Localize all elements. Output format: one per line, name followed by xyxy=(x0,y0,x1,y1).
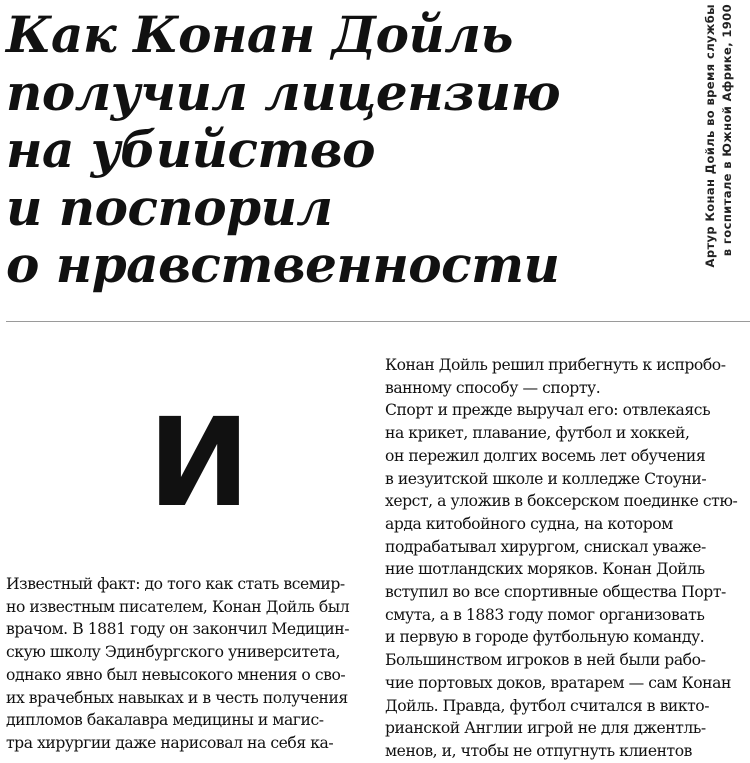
text-line: вступил во все спортивные общества Порт- xyxy=(385,583,726,602)
title-line: получил лицензию xyxy=(6,62,561,122)
text-line: дипломов бакалавра медицины и магис- xyxy=(6,711,324,730)
text-line: Конан Дойль решил прибегнуть к испробо- xyxy=(385,356,726,374)
text-line: ние шотландских моряков. Конан Дойль xyxy=(385,560,705,579)
right-column xyxy=(385,354,748,763)
title-line: и поспорил xyxy=(6,177,333,237)
left-column xyxy=(6,573,366,755)
caption-line: в госпитале в Южной Африке, 1900 xyxy=(720,4,734,257)
text-line: тра хирургии даже нарисовал на себя ка- xyxy=(6,733,334,752)
header-divider xyxy=(6,321,750,322)
text-line: арда китобойного судна, на котором xyxy=(385,514,673,533)
text-line: Известный факт: до того как стать всемир- xyxy=(6,575,345,593)
title-line: Как Конан Дойль xyxy=(6,5,513,64)
photo-caption xyxy=(702,4,744,324)
drop-cap: И xyxy=(148,392,251,534)
text-line: но известным писателем, Конан Дойль был xyxy=(6,597,350,616)
text-line: их врачебных навыках и в честь получения xyxy=(6,688,348,707)
text-line: однако явно был невысокого мнения о сво- xyxy=(6,665,346,684)
text-line: ванному способу — спорту. xyxy=(385,378,601,397)
text-line: Спорт и прежде выручал его: отвлекаясь xyxy=(385,401,711,420)
text-line: менов, и, чтобы не отпугнуть клиентов xyxy=(385,741,693,760)
text-line: врачом. В 1881 году он закончил Медицин- xyxy=(6,620,350,639)
text-line: смута, а в 1883 году помог организовать xyxy=(385,605,705,624)
text-line: подрабатывал хирургом, снискал уваже- xyxy=(385,537,706,556)
text-line: рианской Англии игрой не для джентль- xyxy=(385,719,706,738)
text-line: в иезуитской школе и колледже Стоуни- xyxy=(385,469,707,488)
title-line: на убийство xyxy=(6,120,376,179)
title-line: о нравственности xyxy=(6,235,560,294)
text-line: Дойль. Правда, футбол считался в викто- xyxy=(385,696,710,715)
text-line: Большинством игроков в ней были рабо- xyxy=(385,651,706,670)
text-line: он пережил долгих восемь лет обучения xyxy=(385,446,706,465)
text-line: скую школу Эдинбургского университета, xyxy=(6,643,340,662)
text-line: чие портовых доков, вратарем — сам Конан xyxy=(385,673,731,692)
text-line: на крикет, плавание, футбол и хоккей, xyxy=(385,424,690,443)
article-title xyxy=(6,6,626,294)
text-line: и первую в городе футбольную команду. xyxy=(385,628,705,647)
caption-line: Артур Конан Дойль во время службы xyxy=(703,4,717,268)
text-line: херст, а уложив в боксерском поединке стю- xyxy=(385,492,738,511)
